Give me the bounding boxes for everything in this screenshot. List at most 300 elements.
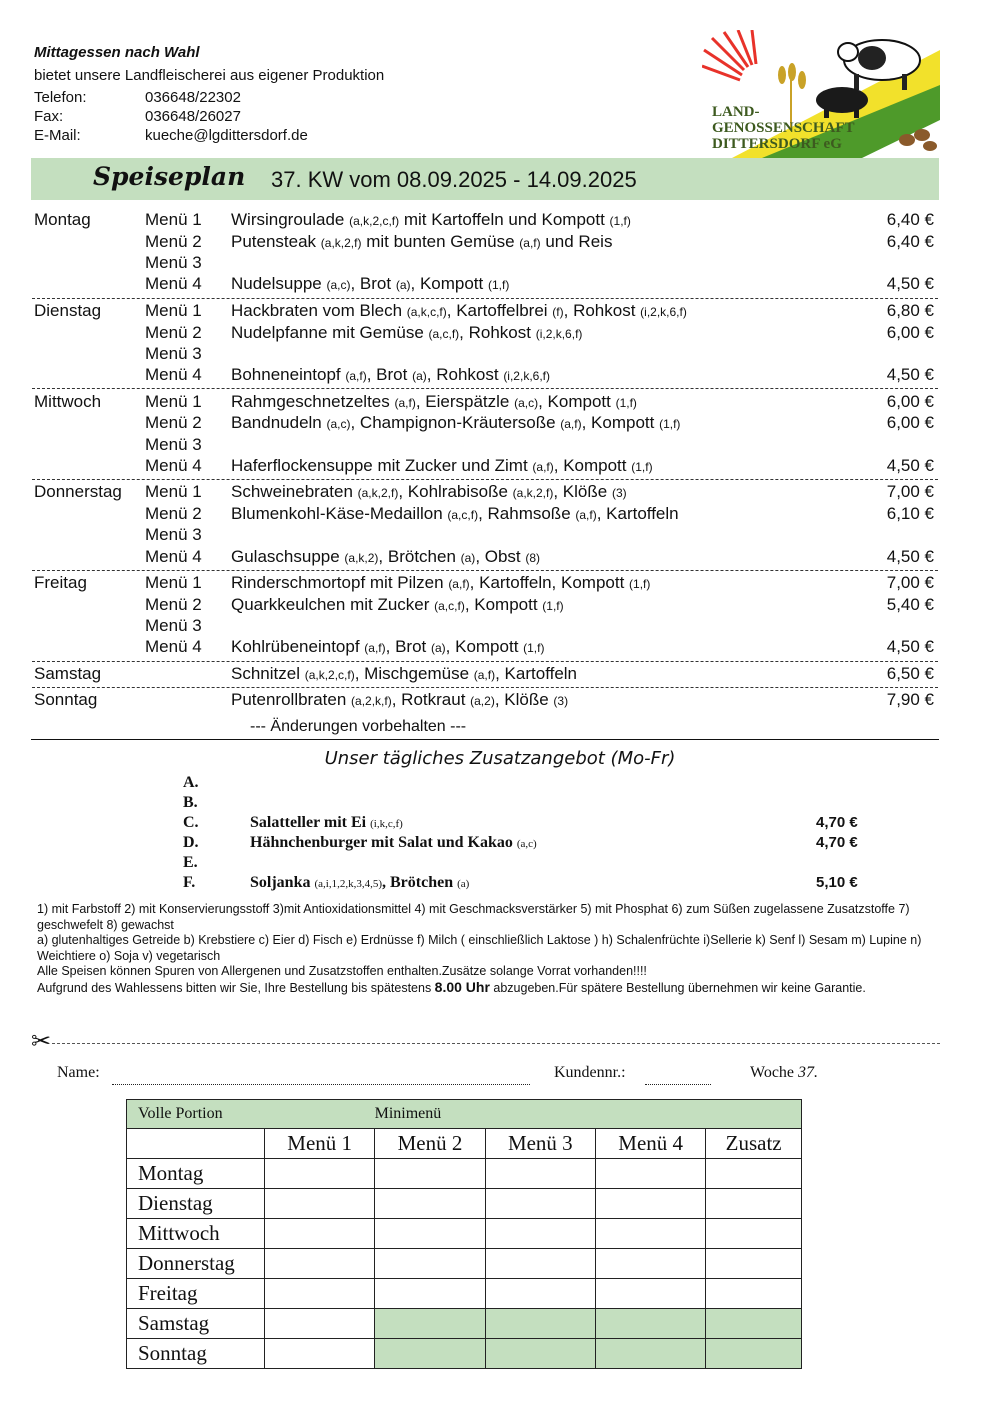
allergen-codes: (a) (457, 878, 470, 890)
dish-text: , Kompott (410, 274, 488, 293)
order-cell[interactable] (375, 1279, 485, 1309)
menu-day: Dienstag (34, 301, 102, 320)
allergen-codes: (1,f) (523, 641, 545, 655)
allergen-codes: (1,f) (487, 278, 510, 292)
menu-price: 5,40 € (886, 595, 934, 614)
logo-line3: DITTERSDORF eG (712, 136, 842, 152)
extra-price: 4,70 € (816, 834, 858, 851)
allergen-codes: (a) (412, 369, 427, 383)
company-logo (702, 30, 940, 158)
dish-text: , Brötchen (378, 547, 461, 566)
allergen-codes: (a,f) (575, 508, 597, 522)
menu-number: Menü 2 (145, 323, 202, 342)
menu-price: 4,50 € (886, 456, 934, 475)
dish-text: , Rahmsoße (478, 504, 576, 523)
day-separator (32, 570, 938, 571)
phone-value: 036648/22302 (145, 89, 241, 106)
allergen-codes: (1,f) (615, 396, 637, 410)
day-separator (32, 687, 938, 688)
name-field[interactable] (112, 1068, 530, 1085)
menu-row (34, 482, 938, 503)
name-label: Name: (57, 1064, 100, 1081)
dish-text: und Reis (540, 232, 613, 251)
deadline-time: 8.00 Uhr (434, 978, 490, 995)
order-column-header: Menü 4 (595, 1129, 705, 1159)
order-table-portion-row (127, 1100, 802, 1129)
dish-text: Rinderschmortopf mit Pilzen (231, 573, 449, 592)
extra-item (183, 774, 873, 794)
order-cell[interactable] (706, 1159, 802, 1189)
dish-text: Bandnudeln (231, 413, 327, 432)
dish-text: , Kompott (581, 413, 660, 432)
dish-text: Hackbraten vom Blech (231, 301, 407, 320)
menu-dish (231, 210, 631, 230)
menu-row (34, 595, 938, 616)
extra-letter: D. (183, 834, 199, 851)
menu-day: Donnerstag (34, 482, 122, 501)
order-cell[interactable] (706, 1339, 802, 1369)
order-column-header: Menü 1 (265, 1129, 375, 1159)
dish-text: , Obst (475, 547, 526, 566)
order-cell[interactable] (485, 1159, 595, 1189)
menu-number: Menü 2 (145, 504, 202, 523)
menu-price: 4,50 € (886, 637, 934, 656)
allergen-codes: (a,c) (326, 278, 351, 292)
order-day-label: Montag (127, 1159, 265, 1189)
allergen-codes: (a,c) (514, 396, 539, 410)
order-row (127, 1339, 802, 1369)
menu-day: Mittwoch (34, 392, 102, 411)
order-cell[interactable] (265, 1249, 375, 1279)
email-label: E-Mail: (34, 127, 81, 144)
menu-dish (231, 664, 577, 684)
title-banner (31, 158, 939, 200)
menu-day: Montag (34, 210, 91, 229)
dish-text: , Brot (350, 274, 396, 293)
allergen-codes: (a,f) (473, 668, 496, 682)
menu-price: 6,80 € (886, 301, 934, 320)
menu-price: 7,00 € (886, 573, 934, 592)
menu-day: Freitag (34, 573, 87, 592)
dish-text: Blumenkohl-Käse-Medaillon (231, 504, 448, 523)
order-row (127, 1309, 802, 1339)
dish-text: Rahmgeschnetzeltes (231, 392, 395, 411)
menu-row (34, 323, 938, 344)
contact-email (34, 127, 308, 144)
mini-menu-label: Minimenü (374, 1105, 442, 1122)
order-table-header (127, 1129, 802, 1159)
contact-phone (34, 89, 241, 106)
menu-dish (231, 413, 680, 433)
allergen-codes: (a,k,2,f) (320, 236, 362, 250)
allergen-codes: (a,k,2) (344, 551, 379, 565)
changes-note: --- Änderungen vorbehalten --- (250, 718, 467, 735)
order-cell[interactable] (485, 1339, 595, 1369)
dish-text: , Rohkost (459, 323, 536, 342)
menu-dish (231, 323, 582, 343)
extra-item (183, 794, 873, 814)
order-cell[interactable] (595, 1309, 705, 1339)
allergen-codes: (a,2,k,f) (351, 694, 392, 708)
dish-text: , Rohkost (426, 365, 504, 384)
order-column-header: Zusatz (706, 1129, 802, 1159)
header-subtitle: bietet unsere Landfleischerei aus eigener Produktion (34, 67, 385, 84)
order-cell[interactable] (375, 1159, 485, 1189)
dish-text: , Kartoffeln (596, 504, 679, 523)
allergen-codes: (1,f) (659, 417, 681, 431)
week-value: 37. (798, 1064, 819, 1081)
allergen-codes: (i,2,k,6,f) (535, 327, 583, 341)
allergen-codes: (a,i,1,2,k,3,4,5) (314, 878, 382, 890)
menu-row (34, 301, 938, 322)
order-cell[interactable] (706, 1249, 802, 1279)
allergen-codes: (a,k,2,c,f) (349, 214, 400, 228)
extra-letter: E. (183, 854, 198, 871)
menu-price: 4,50 € (886, 274, 934, 293)
allergen-codes: (a,2) (470, 694, 495, 708)
order-column-header: Menü 3 (485, 1129, 595, 1159)
allergen-codes: (1,f) (631, 460, 653, 474)
allergen-codes: (a,k,c,f) (406, 305, 447, 319)
order-cell[interactable] (375, 1249, 485, 1279)
extra-item (183, 854, 873, 874)
allergen-codes: (a,f) (394, 396, 416, 410)
menu-number: Menü 4 (145, 456, 202, 475)
allergen-codes: (i,2,k,6,f) (503, 369, 550, 383)
order-cell[interactable] (265, 1339, 375, 1369)
extra-letter: B. (183, 794, 198, 811)
menu-end-rule (31, 739, 939, 740)
menu-price: 7,90 € (886, 690, 934, 709)
logo-line2: GENOSSENSCHAFT (712, 120, 855, 136)
order-cell[interactable] (265, 1159, 375, 1189)
dish-text: , Rotkraut (391, 690, 471, 709)
allergen-codes: (a,k,2,c,f) (304, 668, 355, 682)
order-table (126, 1099, 802, 1369)
order-day-label: Freitag (127, 1279, 265, 1309)
extra-letter: C. (183, 814, 199, 831)
customer-number-label: Kundennr.: (554, 1064, 626, 1081)
banner-week: 37. KW vom 08.09.2025 - 14.09.2025 (271, 167, 637, 192)
order-row (127, 1159, 802, 1189)
order-cell[interactable] (375, 1219, 485, 1249)
menu-price: 6,50 € (886, 664, 934, 683)
menu-dish (231, 392, 637, 412)
dish-text: , Kartoffeln (495, 664, 578, 683)
allergen-codes: (i,k,c,f) (370, 818, 403, 830)
fax-value: 036648/26027 (145, 108, 241, 125)
allergen-codes: (a,f) (345, 369, 367, 383)
menu-number: Menü 4 (145, 637, 202, 656)
order-cell[interactable] (375, 1189, 485, 1219)
order-cell[interactable] (485, 1219, 595, 1249)
extra-dish (250, 834, 537, 852)
menu-dish (231, 301, 687, 321)
dish-text: Soljanka (250, 874, 315, 891)
dish-text: Salatteller mit Ei (250, 814, 371, 831)
extra-dish (250, 814, 403, 832)
extra-item (183, 874, 873, 894)
order-row (127, 1279, 802, 1309)
dish-text: , Champignon-Kräutersoße (350, 413, 561, 432)
menu-number: Menü 2 (145, 413, 202, 432)
allergen-codes: (a,f) (560, 417, 582, 431)
menu-number: Menü 3 (145, 616, 202, 635)
order-cell[interactable] (375, 1309, 485, 1339)
menu-row (34, 573, 938, 594)
order-cell[interactable] (706, 1189, 802, 1219)
allergen-codes: (a,f) (448, 577, 470, 591)
allergen-codes: (a,c) (326, 417, 351, 431)
day-separator (32, 479, 938, 480)
dish-text: , Kompott (464, 595, 543, 614)
menu-number: Menü 4 (145, 547, 202, 566)
allergen-codes: (a,k,2,f) (357, 486, 399, 500)
order-column-header: Menü 2 (375, 1129, 485, 1159)
dish-text: , Kompott (538, 392, 616, 411)
order-cell[interactable] (706, 1279, 802, 1309)
menu-dish (231, 456, 653, 476)
order-day-label: Samstag (127, 1309, 265, 1339)
menu-row (34, 253, 938, 274)
legend-additives: 1) mit Farbstoff 2) mit Konservierungsstoff 3)mit Antioxidationsmittel 4) mit Geschmacksverstärker 5) mit Phosphat 6) zum Süßen zugelassene Zusatzstoffe 7) geschwefelt 8) gewachst (37, 902, 910, 932)
order-table-body (127, 1159, 802, 1369)
menu-dish (231, 547, 540, 567)
menu-dish (231, 482, 627, 502)
menu-row (34, 344, 938, 365)
extras-title: Unser tägliches Zusatzangebot (Mo-Fr) (324, 748, 676, 769)
dish-text: Schnitzel (231, 664, 305, 683)
menu-row (34, 210, 938, 231)
allergen-codes: (1,f) (542, 599, 564, 613)
dish-text: Kohlrübeneintopf (231, 637, 365, 656)
week-label: Woche (750, 1064, 795, 1081)
extra-price: 5,10 € (816, 874, 858, 891)
menu-row (34, 525, 938, 546)
allergen-codes: (a) (460, 551, 476, 565)
dish-text: Haferflockensuppe mit Zucker und Zimt (231, 456, 533, 475)
logo-line1: LAND- (712, 104, 760, 120)
menu-number: Menü 4 (145, 274, 202, 293)
order-cell[interactable] (265, 1309, 375, 1339)
allergen-codes: (a,c) (516, 838, 537, 850)
dish-text: , Kompott (445, 637, 524, 656)
menu-number: Menü 3 (145, 253, 202, 272)
menu-row (34, 435, 938, 456)
menu-number: Menü 3 (145, 344, 202, 363)
scissors-icon: ✂ (31, 1028, 52, 1055)
cut-line (32, 1043, 940, 1044)
menu-row (34, 413, 938, 434)
fax-label: Fax: (34, 108, 64, 125)
menu-row (34, 664, 938, 685)
menu-number: Menü 1 (145, 482, 202, 501)
menu-number: Menü 2 (145, 232, 202, 251)
day-separator (32, 298, 938, 299)
order-corner-cell (127, 1129, 265, 1159)
dish-text: Nudelsuppe (231, 274, 327, 293)
menu-row (34, 274, 938, 295)
menu-number: Menü 3 (145, 525, 202, 544)
menu-dish (231, 274, 509, 294)
order-day-label: Sonntag (127, 1339, 265, 1369)
dish-text: mit bunten Gemüse (361, 232, 520, 251)
dish-text: , Kompott (553, 456, 632, 475)
order-cell[interactable] (485, 1189, 595, 1219)
legend-order-deadline (37, 980, 947, 997)
dish-text: Quarkkeulchen mit Zucker (231, 595, 435, 614)
day-separator (32, 661, 938, 662)
sun-rays-icon (702, 30, 756, 80)
order-cell[interactable] (265, 1189, 375, 1219)
order-cell[interactable] (265, 1219, 375, 1249)
menu-row (34, 637, 938, 658)
dish-text: , Rohkost (563, 301, 641, 320)
order-cell[interactable] (375, 1339, 485, 1369)
allergen-codes: (1,f) (629, 577, 651, 591)
order-day-label: Mittwoch (127, 1219, 265, 1249)
dish-text: , Klöße (494, 690, 554, 709)
order-cell[interactable] (485, 1279, 595, 1309)
menu-row (34, 504, 938, 525)
menu-row (34, 690, 938, 711)
dish-text: , Kohlrabisoße (398, 482, 513, 501)
menu-day: Samstag (34, 664, 102, 683)
allergen-codes: (a,f) (532, 460, 554, 474)
allergen-codes: (a,c,f) (434, 599, 465, 613)
order-row (127, 1189, 802, 1219)
allergen-codes: (a,c,f) (447, 508, 479, 522)
allergen-codes: (1,f) (609, 214, 631, 228)
extra-item (183, 814, 873, 834)
dish-text: Schweinebraten (231, 482, 358, 501)
menu-dish (231, 637, 544, 657)
customer-number-field[interactable] (645, 1068, 711, 1085)
order-cell[interactable] (706, 1219, 802, 1249)
order-cell[interactable] (595, 1189, 705, 1219)
order-day-label: Donnerstag (127, 1249, 265, 1279)
menu-number: Menü 1 (145, 573, 202, 592)
extra-item (183, 834, 873, 854)
email-value: kueche@lgdittersdorf.de (145, 127, 308, 144)
menu-number: Menü 1 (145, 392, 202, 411)
menu-dish (231, 232, 612, 252)
deadline-text-end: abzugeben.Für spätere Bestellung übernehmen wir keine Garantie. (489, 980, 866, 995)
dish-text: , Eierspätzle (415, 392, 515, 411)
menu-row (34, 232, 938, 253)
order-cell[interactable] (595, 1219, 705, 1249)
phone-label: Telefon: (34, 89, 87, 106)
menu-price: 7,00 € (886, 482, 934, 501)
menu-number: Menü 4 (145, 365, 202, 384)
dish-text: , Brot (366, 365, 413, 384)
dish-text: Wirsingroulade (231, 210, 350, 229)
menu-number: Menü 1 (145, 210, 202, 229)
menu-row (34, 547, 938, 568)
menu-dish (231, 365, 550, 385)
full-portion-label: Volle Portion (138, 1105, 223, 1122)
dish-text: , Brötchen (381, 874, 458, 891)
menu-dish (231, 595, 564, 615)
menu-price: 4,50 € (886, 547, 934, 566)
dish-text: , Klöße (553, 482, 612, 501)
allergen-codes: (a,k,2,f) (512, 486, 554, 500)
order-cell[interactable] (265, 1279, 375, 1309)
allergen-codes: (f) (552, 305, 564, 319)
order-cell[interactable] (595, 1339, 705, 1369)
legend-allergens: a) glutenhaltiges Getreide b) Krebstiere c) Eier d) Fisch e) Erdnüsse f) Milch ( einschließlich Laktose ) h) Schalenfrüchte i)Sellerie k) Senf l) Sesam m) Lupine n) Weichtiere o) Soja v) vegetarisch (37, 933, 922, 963)
menu-number: Menü 2 (145, 595, 202, 614)
dish-text: Hähnchenburger mit Salat und Kakao (250, 834, 517, 851)
allergen-codes: (a,f) (519, 236, 541, 250)
menu-day: Sonntag (34, 690, 98, 709)
menu-dish (231, 573, 650, 593)
banner-title: Speiseplan (93, 162, 246, 191)
menu-dish (231, 504, 679, 524)
allergen-codes: (a,c,f) (428, 327, 460, 341)
extra-letter: A. (183, 774, 199, 791)
menu-price: 4,50 € (886, 365, 934, 384)
menu-price: 6,00 € (886, 323, 934, 342)
dish-text: Gulaschsuppe (231, 547, 345, 566)
deadline-text: Aufgrund des Wahlessens bitten wir Sie, Ihre Bestellung bis spätestens (37, 980, 435, 995)
dish-text: Nudelpfanne mit Gemüse (231, 323, 429, 342)
day-separator (32, 388, 938, 389)
dish-text: , Kartoffelbrei (446, 301, 553, 320)
menu-price: 6,00 € (886, 413, 934, 432)
legend-traces: Alle Speisen können Spuren von Allergenen und Zusatzstoffen enthalten.Zusätze solange Vorrat vorhanden!!!! (37, 964, 647, 978)
allergen-legend (37, 902, 947, 996)
extra-dish (250, 874, 469, 892)
dish-text: Putenrollbraten (231, 690, 352, 709)
menu-row (34, 365, 938, 386)
order-cell[interactable] (595, 1159, 705, 1189)
allergen-codes: (3) (611, 486, 627, 500)
portion-header (127, 1100, 802, 1129)
allergen-codes: (a) (430, 641, 446, 655)
menu-number: Menü 1 (145, 301, 202, 320)
dish-text: Bohneneintopf (231, 365, 346, 384)
order-day-label: Dienstag (127, 1189, 265, 1219)
menu-price: 6,00 € (886, 392, 934, 411)
menu-row (34, 456, 938, 477)
order-cell[interactable] (595, 1279, 705, 1309)
order-cell[interactable] (595, 1249, 705, 1279)
order-row (127, 1249, 802, 1279)
header-title: Mittagessen nach Wahl (34, 44, 200, 61)
dish-text: , Brot (385, 637, 431, 656)
allergen-codes: (i,2,k,6,f) (640, 305, 687, 319)
menu-row (34, 392, 938, 413)
order-cell[interactable] (485, 1309, 595, 1339)
allergen-codes: (a,f) (364, 641, 386, 655)
dish-text: , Mischgemüse (354, 664, 474, 683)
order-cell[interactable] (706, 1309, 802, 1339)
menu-dish (231, 690, 568, 710)
menu-price: 6,10 € (886, 504, 934, 523)
menu-price: 6,40 € (886, 232, 934, 251)
dish-text: Putensteak (231, 232, 321, 251)
allergen-codes: (3) (553, 694, 569, 708)
week-field (750, 1064, 818, 1082)
contact-fax (34, 108, 241, 125)
menu-price: 6,40 € (886, 210, 934, 229)
order-row (127, 1219, 802, 1249)
order-cell[interactable] (485, 1249, 595, 1279)
menu-number: Menü 3 (145, 435, 202, 454)
allergen-codes: (8) (525, 551, 541, 565)
menu-row (34, 616, 938, 637)
